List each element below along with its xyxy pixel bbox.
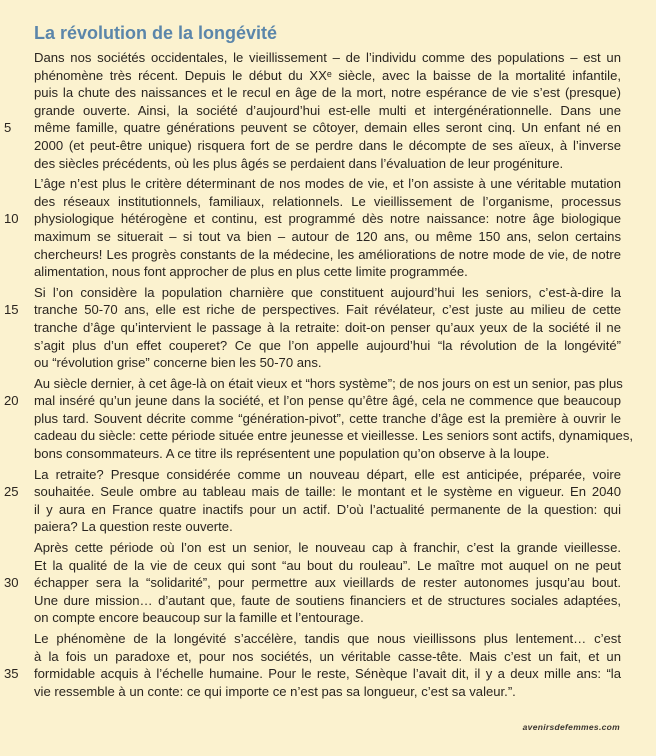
text-line [34, 228, 621, 246]
text-line [34, 67, 621, 85]
text-line [34, 445, 621, 463]
text-line [4, 119, 621, 137]
text-line-content: Au siècle dernier, à cet âge-là on était vieux et “hors système”; de nos jours on est un senior, pas plus [34, 375, 623, 391]
text-line [34, 354, 621, 372]
text-line [4, 392, 621, 410]
text-line-content: même famille, quatre générations peuvent se côtoyer, demain elles seront cinq. Un enfant né en [34, 120, 621, 136]
text-line [34, 263, 621, 281]
text-line [34, 337, 621, 355]
paragraph [4, 49, 621, 172]
article-body [4, 49, 634, 703]
text-line [34, 84, 621, 102]
text-line [34, 49, 621, 67]
paragraph [4, 375, 634, 463]
text-line-content: tranche d’âge qu’intervient le passage à la retraite: doit-on penser qu’aux yeux de la société il ne [34, 319, 621, 335]
paragraph [4, 630, 621, 700]
text-line [34, 284, 621, 302]
text-line [34, 501, 621, 519]
text-line-content: alimentation, nous font approcher de plus en plus cette limite programmée. [34, 264, 468, 280]
text-line-content: phénomène très récent. Depuis le début du XXᵉ siècle, avec la baisse de la mortalité infantile, [34, 67, 621, 83]
text-line-content: chercheurs! Les progrès constants de la médecine, les améliorations de notre mode de vie, de notre [34, 246, 621, 262]
text-line-content: mal inséré qu’un jeune dans la société, et l’on pense qu’être âgé, cela ne commence que beaucoup [34, 393, 621, 409]
text-line-content: puis la chute des naissances et le recul en âge de la mort, notre espérance de vie s’est (presque) [34, 85, 621, 101]
text-line [34, 246, 621, 264]
text-line-content: physiologique hétérogène et continu, est programmé dès notre naissance: notre âge biologique [34, 211, 621, 227]
text-line-content: 2000 (et peut-être unique) risquera fort de se perdre dans le décompte de ses aïeux, à l’inverse [34, 137, 621, 153]
text-line [4, 483, 621, 501]
text-line [34, 193, 621, 211]
text-line-content: on compte encore beaucoup sur la famille et l’entourage. [34, 610, 364, 626]
text-line-content: bons consommateurs. A ce titre ils représentent une population qu’on observe à la loupe. [34, 446, 550, 462]
line-number: 30 [4, 575, 19, 591]
text-line-content: Si l’on considère la population charnière que constituent aujourd’hui les seniors, c’est-à-dire la [34, 284, 621, 300]
text-line-content: plus tard. Souvent décrite comme “génération-pivot”, cette tranche d’âge est la première à ouvrir le [34, 410, 621, 426]
text-line-content: s’agit plus d’un effet couperet? Ce que l’on appelle aujourd’hui “la révolution de la longévité” [34, 337, 621, 353]
text-line-content: vie ressemble à un conte: ce qui importe ce n’est pas sa longueur, c’est sa valeur.”. [34, 683, 516, 699]
text-line-content: échapper sera la “solidarité”, pour permettre aux vieillards de rester autonomes jusqu’au bout. [34, 575, 621, 591]
text-line-content: tranche 50-70 ans, elle est riche de perspectives. Fait révélateur, c’est juste au milieu de cette [34, 302, 621, 318]
text-line [34, 155, 621, 173]
source-credit: avenirsdefemmes.com [522, 722, 620, 732]
line-number: 25 [4, 484, 19, 500]
line-number: 35 [4, 666, 19, 682]
text-line [4, 665, 621, 683]
text-line [34, 683, 621, 701]
text-line [34, 137, 621, 155]
text-line-content: Après cette période où l’on est un senior, le nouveau cap à franchir, c’est la grande vieillesse. [34, 540, 621, 556]
text-line-content: des siècles précédents, où les plus âgés se perdaient dans l’évaluation de leur progéniture. [34, 155, 564, 171]
text-line-content: Une dure mission… d’autant que, faute de soutiens financiers et de structures sociales adaptées, [34, 592, 621, 608]
line-number: 15 [4, 302, 19, 318]
text-line [34, 410, 621, 428]
text-line-content: Et la qualité de la vie de ceux qui sont “au bout du rouleau”. Le maître mot auquel on ne peut [34, 557, 621, 573]
text-line-content: paiera? La question reste ouverte. [34, 519, 233, 535]
text-line [34, 518, 621, 536]
text-line-content: il y aura en France quatre inactifs pour un actif. D’où l’actualité permanente de la question: qui [34, 501, 621, 517]
text-line [34, 427, 634, 445]
paragraph [4, 539, 621, 627]
text-line [34, 557, 621, 575]
text-line-content: maximum se situerait – si tout va bien – autour de 120 ans, ou même 150 ans, selon certains [34, 228, 621, 244]
text-line [4, 301, 621, 319]
line-number: 10 [4, 211, 19, 227]
text-line [34, 630, 621, 648]
text-line [4, 574, 621, 592]
text-line-content: Le phénomène de la longévité s’accélère, tandis que nous vieillissons plus lentement… c’est [34, 631, 621, 646]
text-line [34, 319, 621, 337]
text-line-content: grande ouverte. Ainsi, la société d’aujourd’hui est-elle multi et intergénérationnelle. Dans une [34, 102, 621, 118]
text-line-content: formidable acquis à l’échelle humaine. Pour le reste, Sénèque l’avait dit, il y a deux mille ans: “la [34, 666, 621, 682]
article-title: La révolution de la longévité [34, 23, 278, 43]
text-line-content: La retraite? Presque considérée comme un nouveau départ, elle est anticipée, préparée, voire [34, 466, 621, 482]
text-line-content: ou “révolution grise” concerne bien les 50-70 ans. [34, 355, 322, 371]
text-line-content: des réseaux institutionnels, familiaux, relationnels. Le vieillissement de l’organisme, processus [34, 193, 621, 209]
text-line [34, 466, 621, 484]
text-line-content: souhaitée. Seule ombre au tableau mais de taille: le montant et le système en vigueur. En 2040 [34, 484, 621, 500]
text-line-content: L’âge n’est plus le critère déterminant de nos modes de vie, et l’on assiste à une véritable mutation [34, 176, 621, 192]
text-line [34, 375, 621, 393]
text-line [34, 609, 621, 627]
line-number: 20 [4, 393, 19, 409]
text-line-content: à la fois un paradoxe et, pour nos sociétés, un véritable casse-tête. Mais c’est un fait, et un [34, 648, 621, 664]
text-line [34, 102, 621, 120]
paragraph [4, 284, 621, 372]
text-line [34, 648, 621, 666]
paragraph [4, 466, 621, 536]
text-line [4, 210, 621, 228]
line-number: 5 [4, 120, 12, 136]
text-line [34, 175, 621, 193]
paragraph [4, 175, 621, 281]
text-line [34, 539, 621, 557]
text-line-content: Dans nos sociétés occidentales, le vieillissement – de l’individu comme des populations – est un [34, 50, 621, 65]
text-line-content: cadeau du siècle: cette période située entre jeunesse et vieillesse. Les seniors sont actifs, dynamiques, [34, 428, 634, 444]
text-line [34, 592, 621, 610]
